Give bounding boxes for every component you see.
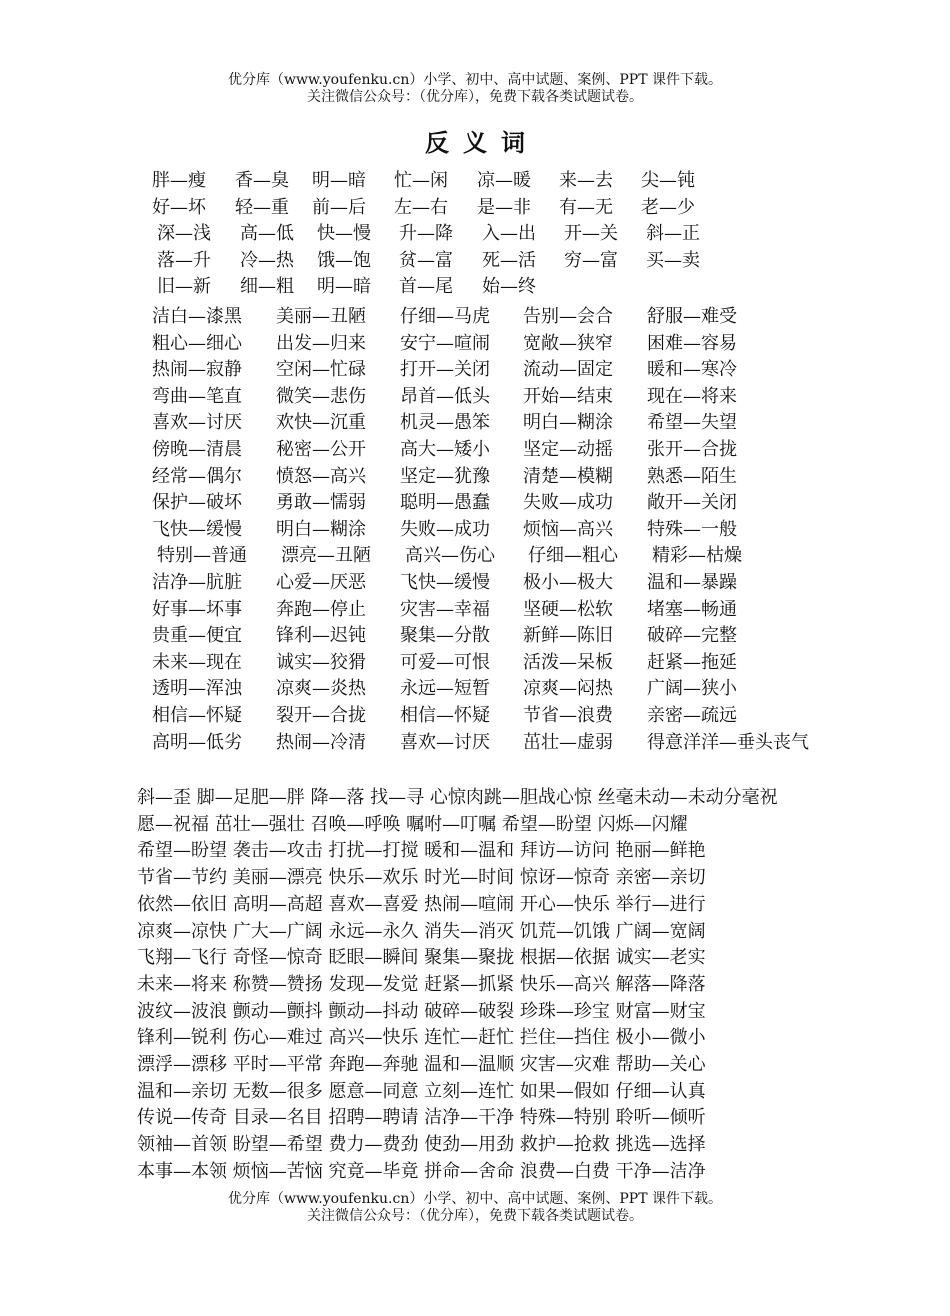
word-pair: 明白—糊涂 (276, 518, 366, 540)
word-pair: 热闹—冷清 (276, 731, 366, 753)
word-pair: 尖—钝 (641, 170, 695, 191)
word-pair: 困难—容易 (647, 332, 737, 354)
word-pair: 可爱—可恨 (400, 651, 490, 673)
word-pair: 明白—糊涂 (523, 412, 613, 434)
synonym-line: 愿—祝福 茁壮—强壮 召唤—呼唤 嘱咐—叮嘱 希望—盼望 闪烁—闪耀 (137, 813, 688, 835)
word-pair: 出发—归来 (276, 332, 366, 354)
word-pair: 张开—合拢 (647, 439, 737, 460)
word-pair: 心爱—厌恶 (276, 572, 366, 593)
word-pair: 贵重—便宜 (152, 625, 242, 647)
word-pair: 微笑—悲伤 (276, 385, 366, 407)
word-pair: 宽敞—狭窄 (523, 332, 613, 354)
word-pair: 得意洋洋—垂头丧气 (647, 731, 809, 753)
word-pair: 旧—新 (157, 276, 211, 297)
word-pair: 高明—低劣 (152, 731, 242, 753)
word-pair: 诚实—狡猾 (276, 651, 366, 673)
word-pair: 赶紧—拖延 (647, 651, 737, 673)
word-pair: 漂亮—丑陋 (281, 545, 371, 567)
word-pair: 美丽—丑陋 (276, 306, 366, 327)
word-pair: 透明—浑浊 (152, 678, 242, 700)
word-pair: 喜欢—讨厌 (152, 412, 242, 434)
word-pair: 热闹—寂静 (152, 359, 242, 381)
word-pair: 欢快—沉重 (276, 412, 366, 434)
word-pair: 弯曲—笔直 (152, 385, 242, 407)
word-pair: 灾害—幸福 (400, 598, 490, 620)
word-pair: 烦恼—高兴 (523, 518, 613, 540)
word-pair: 暖和—寒冷 (647, 359, 737, 381)
page-header (0, 72, 950, 106)
word-pair: 来—去 (559, 170, 613, 191)
synonym-line: 漂浮—漂移 平时—平常 奔跑—奔驰 温和—温顺 灾害—灾难 帮助—关心 (137, 1054, 706, 1075)
word-pair: 粗心—细心 (152, 332, 242, 354)
word-pair: 舒服—难受 (647, 306, 737, 327)
word-pair: 坚定—动摇 (523, 439, 613, 460)
word-pair: 坚硬—松软 (523, 598, 613, 620)
synonym-line: 本事—本领 烦恼—苦恼 究竟—毕竟 拼命—舍命 浪费—白费 干净—洁净 (137, 1160, 706, 1182)
synonym-line: 希望—盼望 袭击—攻击 打扰—打搅 暖和—温和 拜访—访问 艳丽—鲜艳 (137, 840, 706, 862)
word-pair: 告别—会合 (523, 306, 613, 327)
word-pair: 升—降 (399, 223, 453, 244)
word-pair: 破碎—完整 (647, 625, 737, 647)
word-pair: 现在—将来 (647, 385, 737, 407)
word-pair: 有—无 (559, 196, 613, 218)
word-pair: 首—尾 (399, 276, 453, 297)
word-pair: 好—坏 (152, 196, 206, 218)
synonym-line: 飞翔—飞行 奇怪—惊奇 眨眼—瞬间 聚集—聚拢 根据—依据 诚实—老实 (137, 947, 706, 969)
word-pair: 买—卖 (646, 249, 700, 271)
word-pair: 左—右 (394, 196, 448, 218)
synonym-line: 节省—节约 美丽—漂亮 快乐—欢乐 时光—时间 惊讶—惊奇 亲密—亲切 (137, 867, 706, 889)
word-pair: 相信—怀疑 (400, 705, 490, 726)
word-pair: 是—非 (477, 196, 531, 218)
word-pair: 快—慢 (317, 223, 371, 244)
word-pair: 坚定—犹豫 (400, 465, 490, 487)
page-title: 反义词 (425, 129, 539, 157)
word-pair: 入—出 (482, 223, 536, 244)
word-pair: 精彩—枯燥 (652, 545, 742, 567)
word-pair: 开始—结束 (523, 385, 613, 407)
word-pair: 秘密—公开 (276, 439, 366, 460)
word-pair: 深—浅 (157, 223, 211, 244)
word-pair: 落—升 (157, 249, 211, 271)
word-pair: 傍晚—清晨 (152, 439, 242, 460)
word-pair: 希望—失望 (647, 412, 737, 434)
word-pair: 敞开—关闭 (647, 492, 737, 514)
page-footer (0, 1191, 950, 1225)
word-pair: 未来—现在 (152, 651, 242, 673)
word-pair: 贫—富 (399, 249, 453, 271)
word-pair: 飞快—缓慢 (152, 518, 242, 540)
word-pair: 开—关 (564, 223, 618, 244)
word-pair: 老—少 (641, 196, 695, 218)
word-pair: 凉—暖 (477, 170, 531, 191)
word-pair: 特殊—一般 (647, 518, 737, 540)
word-pair: 安宁—喧闹 (400, 332, 490, 354)
word-pair: 洁净—肮脏 (152, 572, 242, 593)
word-pair: 始—终 (482, 276, 536, 297)
word-pair: 永远—短暂 (400, 678, 490, 700)
synonym-line: 传说—传奇 目录—名目 招聘—聘请 洁净—干净 特殊—特别 聆听—倾听 (137, 1107, 706, 1129)
synonym-line: 领袖—首领 盼望—希望 费力—费劲 使劲—用劲 救护—抢救 挑选—选择 (137, 1134, 706, 1156)
word-pair: 清楚—模糊 (523, 465, 613, 487)
word-pair: 细—粗 (240, 276, 294, 297)
word-pair: 特别—普通 (157, 545, 247, 567)
synonym-line: 锋利—锐利 伤心—难过 高兴—快乐 连忙—赶忙 拦住—挡住 极小—微小 (137, 1027, 706, 1049)
word-pair: 活泼—呆板 (523, 651, 613, 673)
word-pair: 凉爽—炎热 (276, 678, 366, 700)
word-pair: 香—臭 (235, 170, 289, 191)
word-pair: 高兴—伤心 (405, 545, 495, 567)
word-pair: 明—暗 (317, 276, 371, 297)
word-pair: 愤怒—高兴 (276, 465, 366, 487)
word-pair: 飞快—缓慢 (400, 572, 490, 593)
word-pair: 经常—偶尔 (152, 465, 242, 487)
word-pair: 胖—瘦 (152, 170, 206, 191)
word-pair: 死—活 (482, 249, 536, 271)
word-pair: 明—暗 (312, 170, 366, 191)
header-line-2: 关注微信公众号：（优分库），免费下载各类试题试卷。 (307, 89, 643, 105)
word-pair: 空闲—忙碌 (276, 359, 366, 381)
word-pair: 穷—富 (564, 249, 618, 271)
word-pair: 喜欢—讨厌 (400, 731, 490, 753)
synonym-line: 斜—歪 脚—足肥—胖 降—落 找—寻 心惊肉跳—胆战心惊 丝毫未动—未动分毫祝 (137, 787, 778, 808)
synonym-line: 温和—亲切 无数—很多 愿意—同意 立刻—连忙 如果—假如 仔细—认真 (137, 1080, 706, 1102)
word-pair: 广阔—狭小 (647, 678, 737, 700)
synonym-line: 未来—将来 称赞—赞扬 发现—发觉 赶紧—抓紧 快乐—高兴 解落—降落 (137, 973, 706, 995)
word-pair: 茁壮—虚弱 (523, 731, 613, 753)
word-pair: 洁白—漆黑 (152, 306, 242, 327)
footer-line-2: 关注微信公众号：（优分库），免费下载各类试题试卷。 (307, 1208, 643, 1224)
word-pair: 昂首—低头 (400, 385, 490, 407)
word-pair: 斜—正 (646, 223, 700, 244)
word-pair: 奔跑—停止 (276, 598, 366, 620)
word-pair: 失败—成功 (523, 492, 613, 514)
word-pair: 前—后 (312, 196, 366, 218)
word-pair: 新鲜—陈旧 (523, 625, 613, 647)
synonym-line: 依然—依旧 高明—高超 喜欢—喜爱 热闹—喧闹 开心—快乐 举行—进行 (137, 893, 706, 915)
word-pair: 仔细—粗心 (528, 545, 618, 567)
synonym-line: 凉爽—凉快 广大—广阔 永远—永久 消失—消灭 饥荒—饥饿 广阔—宽阔 (137, 920, 706, 942)
word-pair: 相信—怀疑 (152, 705, 242, 726)
word-pair: 仔细—马虎 (400, 306, 490, 327)
word-pair: 流动—固定 (523, 359, 613, 381)
word-pair: 聚集—分散 (400, 625, 490, 647)
word-pair: 失败—成功 (400, 518, 490, 540)
word-pair: 高—低 (240, 223, 294, 244)
word-pair: 好事—坏事 (152, 598, 242, 620)
word-pair: 裂开—合拢 (276, 705, 366, 726)
word-pair: 节省—浪费 (523, 705, 613, 726)
word-pair: 锋利—迟钝 (276, 625, 366, 647)
word-pair: 堵塞—畅通 (647, 598, 737, 620)
word-pair: 饿—饱 (317, 249, 371, 271)
word-pair: 勇敢—懦弱 (276, 492, 366, 514)
word-pair: 熟悉—陌生 (647, 465, 737, 487)
synonym-line: 波纹—波浪 颤动—颤抖 颤动—抖动 破碎—破裂 珍珠—珍宝 财富—财宝 (137, 1000, 706, 1022)
word-pair: 极小—极大 (523, 572, 613, 593)
word-pair: 忙—闲 (394, 170, 448, 191)
word-pair: 温和—暴躁 (647, 572, 737, 593)
word-pair: 亲密—疏远 (647, 705, 737, 726)
word-pair: 高大—矮小 (400, 439, 490, 460)
word-pair: 轻—重 (235, 196, 289, 218)
header-line-1: 优分库（www.youfenku.cn）小学、初中、高中试题、案例、PPT 课件下载。 (227, 72, 722, 88)
word-pair: 打开—关闭 (400, 359, 490, 381)
word-pair: 保护—破坏 (152, 492, 242, 514)
word-pair: 聪明—愚蠢 (400, 492, 490, 514)
footer-line-1: 优分库（www.youfenku.cn）小学、初中、高中试题、案例、PPT 课件下载。 (227, 1191, 722, 1207)
word-pair: 机灵—愚笨 (400, 412, 490, 434)
word-pair: 冷—热 (240, 249, 294, 271)
word-pair: 凉爽—闷热 (523, 678, 613, 700)
